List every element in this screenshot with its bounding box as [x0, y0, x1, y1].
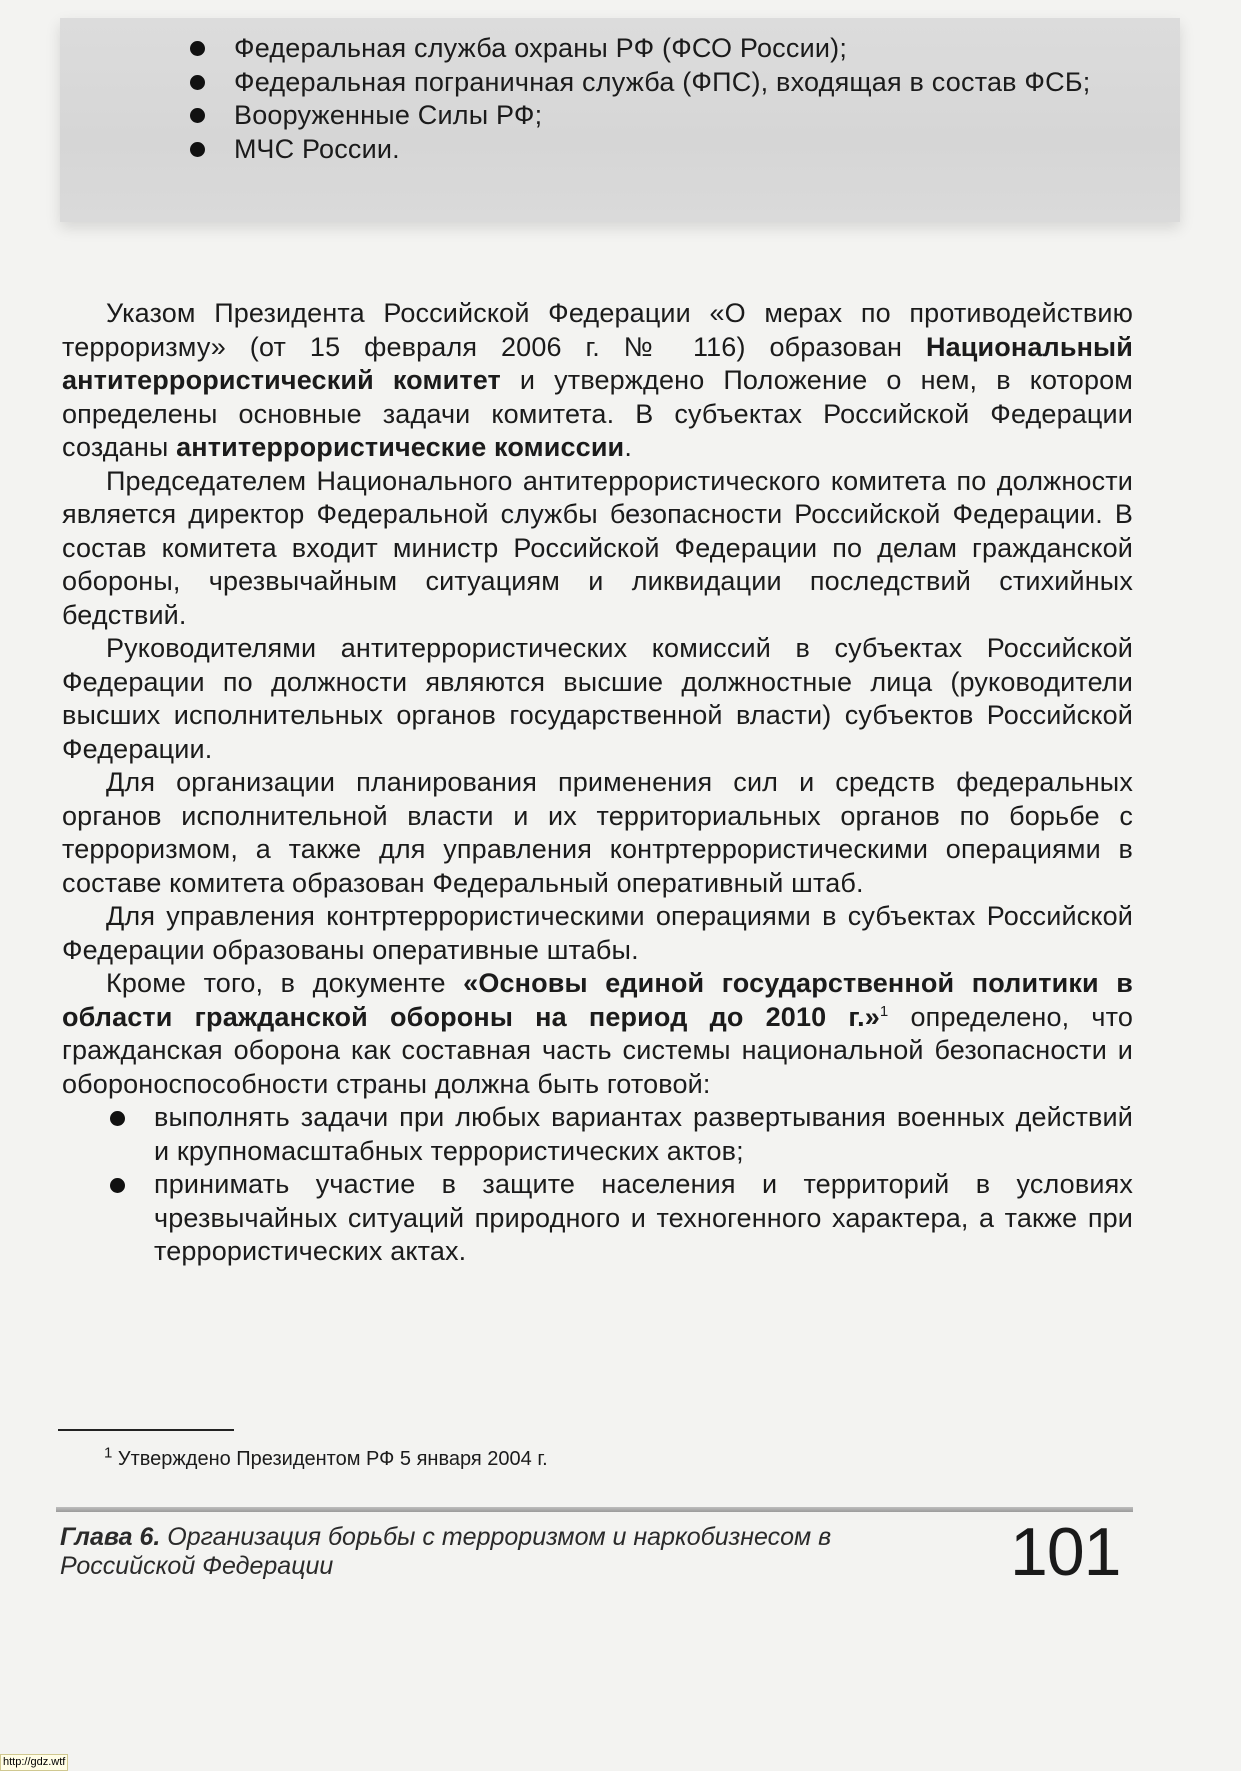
footnote-divider: [58, 1429, 234, 1431]
highlight-box: [60, 18, 1180, 222]
list-item: МЧС России.: [190, 133, 1150, 167]
footnote-ref: 1: [879, 1002, 889, 1020]
footnote: $^1$ Утверждено Президентом РФ 5 января 2004 г.: [104, 1444, 548, 1470]
chapter-title: Организация борьбы с терроризмом и наркобизнесом в Российской Федерации: [60, 1523, 832, 1580]
readiness-list: [62, 1101, 1133, 1269]
paragraph: Кроме того, в документе «Основы единой государственной политики в области гражданской обороны на период до 2010 г.»$^1$ определено, что гражданская оборона как составная часть системы национальной безопасности и обороноспособности страны должна быть готовой:: [62, 968, 1133, 1099]
bullet-icon: [190, 108, 205, 123]
list-item: Федеральная пограничная служба (ФПС), входящая в состав ФСБ;: [190, 66, 1150, 100]
bullet-icon: [190, 41, 205, 56]
paragraph: Для организации планирования применения сил и средств федеральных органов исполнительной власти и их территориальных органов по борьбе с терроризмом, а также для управления контртеррористическими операциями в составе комитета образован Федеральный оперативный штаб.: [62, 767, 1133, 898]
list-item: Федеральная служба охраны РФ (ФСО России);: [190, 32, 1150, 66]
bullet-icon: [190, 142, 205, 157]
footer-rule: [56, 1507, 1133, 1512]
running-footer: [60, 1523, 960, 1581]
main-text: [62, 297, 1133, 1269]
paragraph: Для управления контртеррористическими операциями в субъектах Российской Федерации образованы оперативные штабы.: [62, 901, 1133, 965]
watermark-link[interactable]: http://gdz.wtf: [0, 1754, 68, 1771]
paragraph: Руководителями антитеррористических комиссий в субъектах Российской Федерации по должности являются высшие должностные лица (руководители высших исполнительных органов государственной власти) субъектов Российской Федерации.: [62, 633, 1133, 764]
paragraph: Председателем Национального антитеррористического комитета по должности является директор Федеральной службы безопасности Российской Федерации. В состав комитета входит министр Российской Федерации по делам гражданской обороны, чрезвычайным ситуациям и ликвидации последствий стихийных бедствий.: [62, 465, 1133, 630]
list-item: Вооруженные Силы РФ;: [190, 99, 1150, 133]
bullet-icon: [110, 1111, 125, 1126]
chapter-label: Глава 6.: [60, 1523, 161, 1551]
list-item: принимать участие в защите населения и территорий в условиях чрезвычайных ситуаций природного и техногенного характера, а также при террористических актах.: [62, 1168, 1133, 1269]
page-number: 101: [1010, 1514, 1121, 1590]
bullet-icon: [110, 1178, 125, 1193]
bullet-icon: [190, 75, 205, 90]
list-item: выполнять задачи при любых вариантах развертывания военных действий и крупномасштабных террористических актов;: [62, 1101, 1133, 1168]
paragraph: Указом Президента Российской Федерации «О мерах по противодействию терроризму» (от 15 февраля 2006 г. № 116) образован Национальный антитеррористический комитет и утверждено Положение о нем, в котором определены основные задачи комитета. В субъектах Российской Федерации созданы антитеррористические комиссии.: [62, 298, 1133, 462]
agency-list: [190, 32, 1150, 166]
